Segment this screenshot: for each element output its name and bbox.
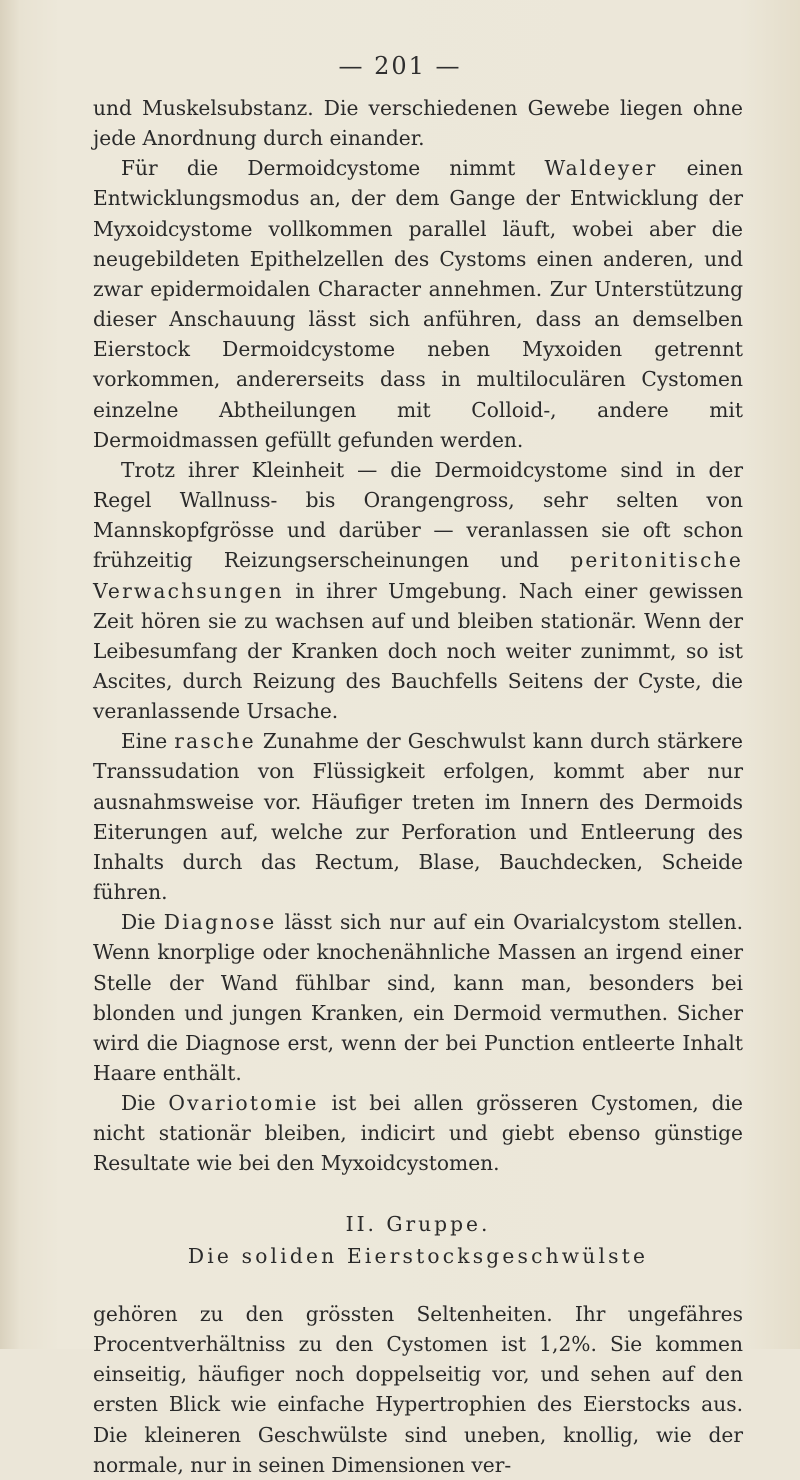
paragraph-continued: und Muskelsubstanz. Die verschiedenen Gewebe liegen ohne jede Anordnung durch einander.	[93, 96, 743, 151]
paragraph-kleinheit: Trotz ihrer Kleinheit — die Dermoidcystome sind in der Regel Wallnuss- bis Orangengross, sehr selten von Mannskopfgrösse und darüber — veranlassen sie oft schon frühzeitig Reizungserscheinungen und peritonitische Verwachsungen in ihrer Umgebung. Nach einer gewissen Zeit hören sie zu wachsen auf und bleiben stationär. Wenn der Leibesumfang der Kranken doch noch weiter zunimmt, so ist Ascites, durch Reizung des Bauchfells Seitens der Cyste, die veranlassende Ursache.	[93, 457, 743, 724]
spaced-emphasis: rasche	[174, 729, 256, 754]
paragraph-soliden: gehören zu den grössten Seltenheiten. Ihr ungefähres Procentverhältniss zu den Cystomen ist 1,2%. Sie kommen einseitig, häufiger noch doppelseitig vor, und sehen auf den ersten Blick wie einfache Hypertrophien des Eierstocks aus. Die kleineren Geschwülste sind uneben, knollig, wie der normale, nur in seinen Dimensionen ver-	[93, 1301, 743, 1477]
page-number: — 201 —	[338, 52, 462, 80]
spaced-emphasis: Ovariotomie	[168, 1091, 319, 1116]
paragraph-ovariotomie: Die Ovariotomie ist bei allen grösseren Cystomen, die nicht stationär bleiben, indicirt und giebt ebenso günstige Resultate wie bei den Myxoidcystomen.	[93, 1091, 743, 1176]
spaced-emphasis: peritonitische Verwachsungen	[93, 548, 743, 603]
spaced-emphasis: Diagnose	[163, 910, 277, 935]
body-text	[93, 93, 743, 1480]
paragraph-diagnose: Die Diagnose lässt sich nur auf ein Ovarialcystom stellen. Wenn knorplige oder knochenähnliche Massen an irgend einer Stelle der Wand fühlbar sind, kann man, besonders bei blonden und jungen Kranken, ein Dermoid vermuthen. Sicher wird die Diagnose erst, wenn der bei Punction entleerte Inhalt Haare enthält.	[93, 910, 744, 1085]
paragraph-zunahme: Eine rasche Zunahme der Geschwulst kann durch stärkere Transsudation von Flüssigkeit erfolgen, kommt aber nur ausnahmsweise vor. Häufiger treten im Innern des Dermoids Eiterungen auf, welche zur Perforation und Entleerung des Inhalts durch das Rectum, Blase, Bauchdecken, Scheide führen.	[93, 729, 743, 905]
spaced-emphasis: Waldeyer	[544, 156, 658, 181]
section-subheading: Die soliden Eierstocksgeschwülste	[187, 1243, 649, 1268]
paragraph-waldeyer: Für die Dermoidcystome nimmt Waldeyer einen Entwicklungsmodus an, der dem Gange der Entwicklung der Myxoidcystome vollkommen parallel läuft, wobei aber die neugebildeten Epithelzellen des Cystoms einen anderen, und zwar epidermoidalen Character annehmen. Zur Unterstützung dieser Anschauung lässt sich anführen, dass an demselben Eierstock Dermoidcystome neben Myxoiden getrennt vorkommen, andererseits dass in multiloculären Cystomen einzelne Abtheilungen mit Colloid-, andere mit Dermoidmassen gefüllt gefunden werden.	[93, 156, 743, 452]
section-heading: II. Gruppe.	[345, 1211, 491, 1236]
